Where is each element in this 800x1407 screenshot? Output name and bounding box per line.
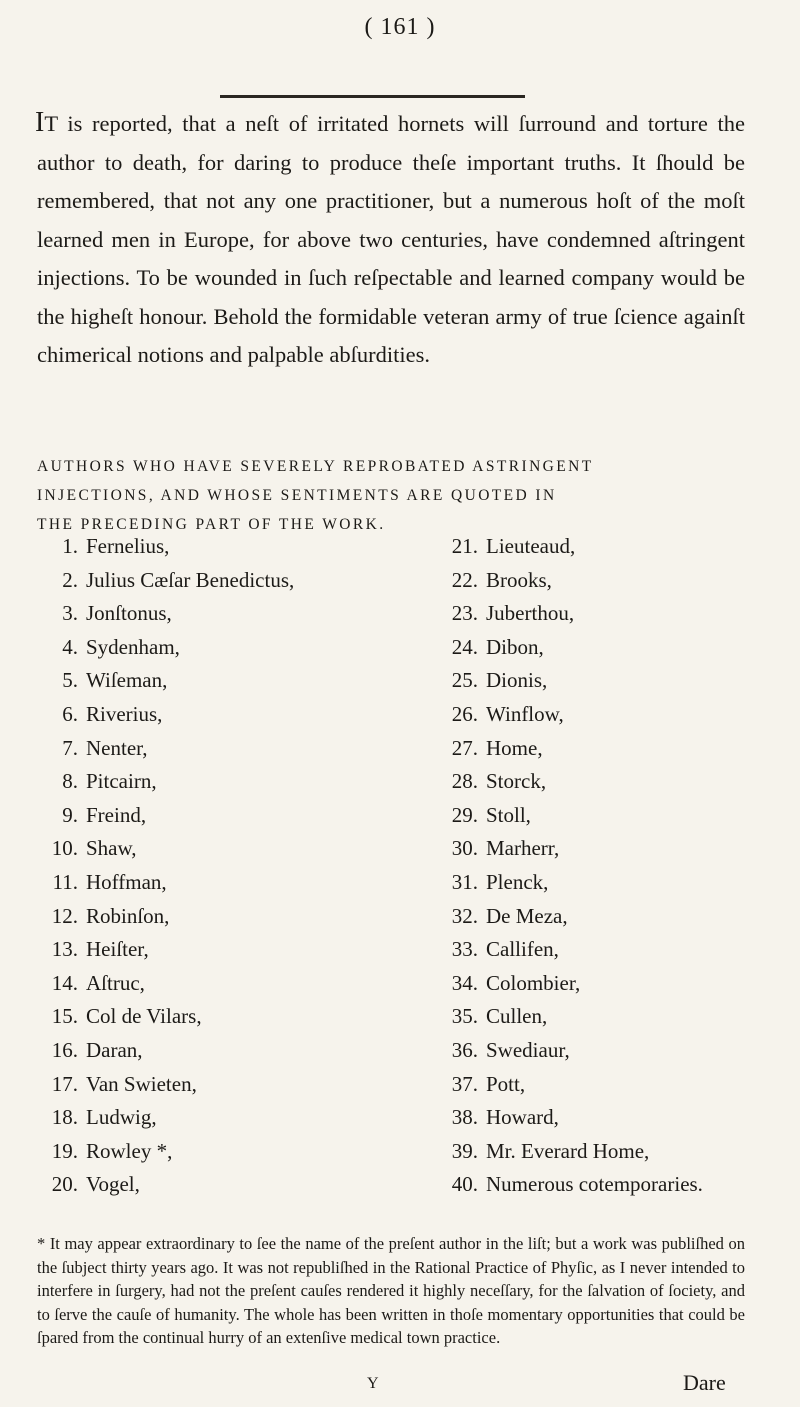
author-name: Col de Vilars, bbox=[86, 1004, 202, 1029]
author-name: Vogel, bbox=[86, 1172, 140, 1197]
author-number: 14. bbox=[51, 970, 78, 995]
list-heading bbox=[37, 452, 745, 539]
author-entry bbox=[40, 900, 380, 934]
author-entry bbox=[440, 530, 780, 564]
author-name: Home, bbox=[486, 735, 543, 760]
author-number: 7. bbox=[62, 735, 78, 760]
author-entry bbox=[40, 1135, 380, 1169]
author-name: Cullen, bbox=[486, 1004, 548, 1029]
author-number: 33. bbox=[451, 937, 478, 962]
author-number: 37. bbox=[451, 1071, 478, 1096]
author-entry bbox=[40, 765, 380, 799]
author-entry bbox=[40, 664, 380, 698]
author-entry bbox=[40, 631, 380, 665]
author-number: 16. bbox=[51, 1037, 78, 1062]
author-entry bbox=[440, 866, 780, 900]
author-number: 26. bbox=[451, 701, 478, 726]
author-number: 5. bbox=[62, 668, 78, 693]
author-entry bbox=[40, 564, 380, 598]
author-name: Dionis, bbox=[486, 668, 548, 693]
author-entry bbox=[40, 1000, 380, 1034]
author-entry bbox=[440, 597, 780, 631]
catchword: Dare bbox=[683, 1370, 726, 1395]
author-entry bbox=[440, 799, 780, 833]
drop-cap: I bbox=[35, 107, 45, 138]
author-entry bbox=[440, 1068, 780, 1102]
author-number: 35. bbox=[451, 1004, 478, 1029]
author-name: Storck, bbox=[486, 769, 547, 794]
author-number: 18. bbox=[51, 1105, 78, 1130]
author-entry bbox=[440, 664, 780, 698]
author-number: 29. bbox=[451, 802, 478, 827]
author-entry bbox=[40, 967, 380, 1001]
author-name: Aſtruc, bbox=[86, 970, 145, 995]
author-name: Jonſtonus, bbox=[86, 601, 172, 626]
author-number: 36. bbox=[451, 1037, 478, 1062]
author-entry bbox=[440, 564, 780, 598]
author-number: 21. bbox=[451, 534, 478, 558]
author-entry bbox=[40, 698, 380, 732]
author-name: Hoffman, bbox=[86, 869, 167, 894]
author-number: 31. bbox=[451, 869, 478, 894]
author-entry bbox=[40, 732, 380, 766]
author-name: Numerous cotemporaries. bbox=[486, 1172, 703, 1197]
author-name: Howard, bbox=[486, 1105, 559, 1130]
author-number: 20. bbox=[51, 1172, 78, 1197]
author-entry bbox=[40, 933, 380, 967]
intro-paragraph bbox=[37, 104, 745, 375]
author-entry bbox=[440, 832, 780, 866]
author-entry bbox=[440, 1034, 780, 1068]
author-name: Lieuteaud, bbox=[486, 534, 576, 558]
author-number: 8. bbox=[62, 769, 78, 794]
author-number: 3. bbox=[62, 601, 78, 626]
author-number: 24. bbox=[451, 634, 478, 659]
author-name: Callifen, bbox=[486, 937, 559, 962]
author-number: 6. bbox=[62, 701, 78, 726]
author-entry bbox=[440, 967, 780, 1001]
author-number: 22. bbox=[451, 567, 478, 592]
author-name: Rowley *, bbox=[86, 1138, 173, 1163]
author-number: 19. bbox=[51, 1138, 78, 1163]
author-name: Julius Cæſar Benedictus, bbox=[86, 567, 295, 592]
author-number: 1. bbox=[62, 534, 78, 558]
author-entry bbox=[40, 1168, 380, 1202]
author-name: Mr. Everard Home, bbox=[486, 1138, 650, 1163]
author-name: Freind, bbox=[86, 802, 147, 827]
author-name: Fernelius, bbox=[86, 534, 170, 558]
author-name: Stoll, bbox=[486, 802, 531, 827]
author-number: 40. bbox=[451, 1172, 478, 1197]
author-name: Dibon, bbox=[486, 634, 544, 659]
author-entry bbox=[440, 631, 780, 665]
heading-line-1: AUTHORS WHO HAVE SEVERELY REPROBATED ASTRINGENT bbox=[37, 458, 594, 475]
intro-text: T is reported, that a neſt of irritated hornets will ſurround and torture the author to death, for daring to produce theſe important truths. It ſhould be remembered, that not any one practitioner, but a numerous hoſt of the moſt learned men in Europe, for above two centuries, have condemned aſtringent injections. To be wounded in ſuch reſpectable and learned company would be the higheſt honour. Behold the formidable veteran army of true ſcience againſt chimerical notions and palpable abſurdities. bbox=[37, 111, 745, 367]
author-entry bbox=[440, 1000, 780, 1034]
author-number: 9. bbox=[62, 802, 78, 827]
author-name: Robinſon, bbox=[86, 903, 170, 928]
author-entry bbox=[40, 1034, 380, 1068]
author-name: Van Swieten, bbox=[86, 1071, 197, 1096]
author-name: Daran, bbox=[86, 1037, 143, 1062]
author-name: Swediaur, bbox=[486, 1037, 570, 1062]
author-number: 12. bbox=[51, 903, 78, 928]
author-number: 25. bbox=[451, 668, 478, 693]
author-name: Colombier, bbox=[486, 970, 581, 995]
authors-column-left bbox=[40, 530, 380, 1202]
author-number: 10. bbox=[51, 836, 78, 861]
author-number: 23. bbox=[451, 601, 478, 626]
author-number: 30. bbox=[451, 836, 478, 861]
author-name: De Meza, bbox=[486, 903, 568, 928]
author-entry bbox=[40, 832, 380, 866]
author-number: 13. bbox=[51, 937, 78, 962]
author-name: Nenter, bbox=[86, 735, 148, 760]
authors-column-right bbox=[440, 530, 780, 1202]
author-name: Juberthou, bbox=[486, 601, 575, 626]
author-number: 38. bbox=[451, 1105, 478, 1130]
author-entry bbox=[40, 799, 380, 833]
author-entry bbox=[40, 866, 380, 900]
author-entry bbox=[440, 765, 780, 799]
author-entry bbox=[440, 1101, 780, 1135]
author-number: 11. bbox=[52, 869, 78, 894]
author-name: Brooks, bbox=[486, 567, 552, 592]
author-number: 28. bbox=[451, 769, 478, 794]
author-entry bbox=[440, 1168, 780, 1202]
heading-line-3: THE PRECEDING PART OF THE WORK. bbox=[37, 516, 386, 533]
author-name: Winflow, bbox=[486, 701, 564, 726]
author-entry bbox=[440, 732, 780, 766]
author-name: Marherr, bbox=[486, 836, 560, 861]
author-number: 17. bbox=[51, 1071, 78, 1096]
author-name: Plenck, bbox=[486, 869, 549, 894]
author-number: 4. bbox=[62, 634, 78, 659]
author-number: 27. bbox=[451, 735, 478, 760]
author-entry bbox=[40, 1101, 380, 1135]
author-number: 2. bbox=[62, 567, 78, 592]
header-rule bbox=[220, 95, 525, 98]
author-entry bbox=[40, 530, 380, 564]
author-name: Pitcairn, bbox=[86, 769, 157, 794]
author-number: 32. bbox=[451, 903, 478, 928]
author-entry bbox=[440, 698, 780, 732]
author-name: Sydenham, bbox=[86, 634, 180, 659]
author-number: 39. bbox=[451, 1138, 478, 1163]
author-entry bbox=[40, 597, 380, 631]
author-entry bbox=[440, 900, 780, 934]
signature-mark: Y bbox=[367, 1375, 379, 1392]
author-name: Pott, bbox=[486, 1071, 526, 1096]
author-entry bbox=[440, 1135, 780, 1169]
footnote: * It may appear extraordinary to ſee the name of the preſent author in the liſt; but a work was publiſhed on the ſubject thirty years ago. It was not republiſhed in the Rational Practice of Phyſic, as I never intended to interfere in ſurgery, had not the preſent cauſes rendered it highly neceſſary, for the ſalvation of ſociety, and to ſerve the cauſe of humanity. The whole has been written in thoſe momentary opportunities that could be ſpared from the continual hurry of an extenſive medical town practice. bbox=[37, 1234, 745, 1348]
author-number: 15. bbox=[51, 1004, 78, 1029]
author-name: Riverius, bbox=[86, 701, 163, 726]
author-entry bbox=[440, 933, 780, 967]
author-number: 34. bbox=[451, 970, 478, 995]
author-entry bbox=[40, 1068, 380, 1102]
author-name: Heiſter, bbox=[86, 937, 149, 962]
author-name: Wiſeman, bbox=[86, 668, 168, 693]
page-number: ( 161 ) bbox=[364, 14, 436, 40]
author-name: Ludwig, bbox=[86, 1105, 157, 1130]
heading-line-2: INJECTIONS, AND WHOSE SENTIMENTS ARE QUOTED IN bbox=[37, 487, 557, 504]
author-name: Shaw, bbox=[86, 836, 137, 861]
